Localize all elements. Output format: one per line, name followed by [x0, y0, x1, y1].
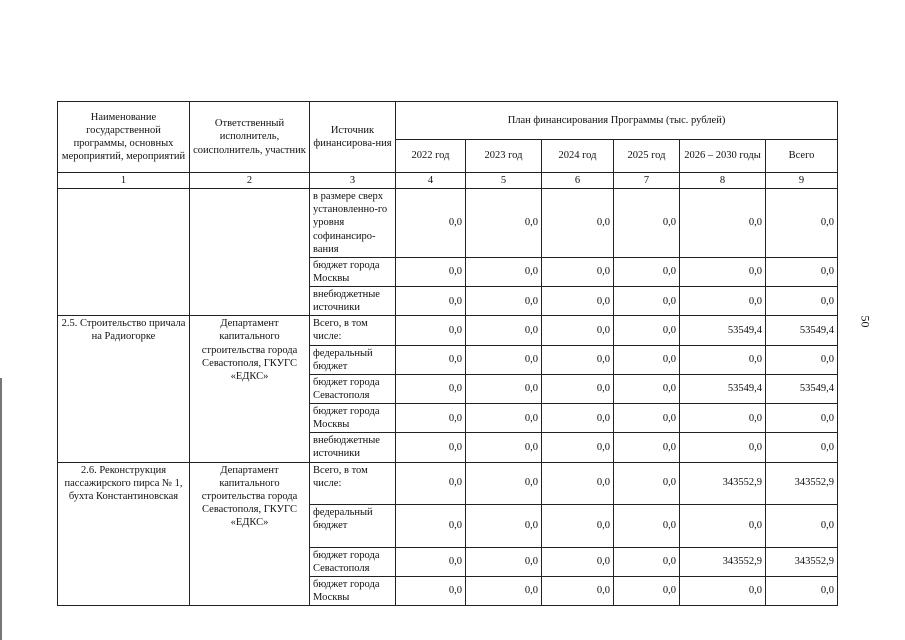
amount-cell: 0,0	[466, 576, 542, 605]
amount-cell: 0,0	[614, 257, 680, 286]
amount-cell: 343552,9	[766, 462, 838, 504]
amount-cell: 0,0	[542, 576, 614, 605]
amount-cell: 0,0	[466, 257, 542, 286]
amount-cell: 0,0	[614, 576, 680, 605]
amount-cell: 0,0	[466, 316, 542, 345]
funding-source: внебюджетные источники	[310, 287, 396, 316]
amount-cell: 0,0	[542, 189, 614, 258]
header-year-2026-2030: 2026 – 2030 годы	[680, 140, 766, 173]
amount-cell: 0,0	[680, 189, 766, 258]
activity-name: 2.5. Строительство причала на Радиогорке	[58, 316, 190, 462]
amount-cell: 0,0	[614, 287, 680, 316]
amount-cell: 0,0	[680, 257, 766, 286]
activity-name	[58, 189, 190, 316]
amount-cell: 0,0	[396, 316, 466, 345]
amount-cell: 0,0	[542, 404, 614, 433]
amount-cell: 0,0	[396, 189, 466, 258]
funding-source: бюджет города Москвы	[310, 576, 396, 605]
amount-cell: 0,0	[396, 287, 466, 316]
amount-cell: 0,0	[680, 433, 766, 462]
amount-cell: 0,0	[614, 433, 680, 462]
amount-cell: 0,0	[466, 433, 542, 462]
amount-cell: 0,0	[614, 462, 680, 504]
header-plan: План финансирования Программы (тыс. рублей)	[396, 102, 838, 140]
header-year-2025: 2025 год	[614, 140, 680, 173]
amount-cell: 0,0	[542, 504, 614, 547]
amount-cell: 0,0	[680, 576, 766, 605]
table-row	[58, 316, 838, 345]
amount-cell: 0,0	[542, 462, 614, 504]
header-source: Источник финансирова-ния	[310, 102, 396, 173]
funding-source: в размере сверх установленно-го уровня софинансиро-вания	[310, 189, 396, 258]
amount-cell: 0,0	[542, 257, 614, 286]
amount-cell: 0,0	[396, 374, 466, 403]
amount-cell: 0,0	[542, 374, 614, 403]
funding-source: федеральный бюджет	[310, 345, 396, 374]
amount-cell: 53549,4	[680, 316, 766, 345]
funding-source: внебюджетные источники	[310, 433, 396, 462]
amount-cell: 0,0	[766, 433, 838, 462]
funding-source: Всего, в том числе:	[310, 316, 396, 345]
funding-source: федеральный бюджет	[310, 504, 396, 547]
amount-cell: 0,0	[680, 345, 766, 374]
column-index: 3	[310, 173, 396, 189]
amount-cell: 0,0	[396, 504, 466, 547]
column-index: 5	[466, 173, 542, 189]
amount-cell: 0,0	[466, 189, 542, 258]
header-year-2024: 2024 год	[542, 140, 614, 173]
amount-cell: 0,0	[396, 576, 466, 605]
amount-cell: 0,0	[396, 404, 466, 433]
funding-source: бюджет города Севастополя	[310, 547, 396, 576]
amount-cell: 343552,9	[766, 547, 838, 576]
amount-cell: 0,0	[542, 433, 614, 462]
funding-source: Всего, в том числе:	[310, 462, 396, 504]
amount-cell: 0,0	[614, 374, 680, 403]
amount-cell: 0,0	[396, 547, 466, 576]
amount-cell: 0,0	[542, 547, 614, 576]
amount-cell: 0,0	[466, 345, 542, 374]
scan-edge-mark	[0, 378, 2, 640]
amount-cell: 0,0	[614, 547, 680, 576]
amount-cell: 0,0	[396, 433, 466, 462]
amount-cell: 0,0	[614, 345, 680, 374]
amount-cell: 0,0	[766, 189, 838, 258]
amount-cell: 0,0	[466, 404, 542, 433]
amount-cell: 0,0	[466, 462, 542, 504]
funding-source: бюджет города Москвы	[310, 257, 396, 286]
table-row	[58, 189, 838, 258]
funding-source: бюджет города Севастополя	[310, 374, 396, 403]
funding-source: бюджет города Москвы	[310, 404, 396, 433]
amount-cell: 343552,9	[680, 462, 766, 504]
amount-cell: 0,0	[766, 345, 838, 374]
amount-cell: 0,0	[466, 374, 542, 403]
amount-cell: 0,0	[396, 345, 466, 374]
responsible-executor: Департамент капитального строительства города Севастополя, ГКУГС «ЕДКС»	[190, 462, 310, 606]
header-name: Наименование государственной программы, основных мероприятий, мероприятий	[58, 102, 190, 173]
column-index: 7	[614, 173, 680, 189]
amount-cell: 0,0	[680, 404, 766, 433]
activity-name: 2.6. Реконструкция пассажирского пирса № 1, бухта Константиновская	[58, 462, 190, 606]
amount-cell: 0,0	[466, 504, 542, 547]
header-year-2022: 2022 год	[396, 140, 466, 173]
column-index: 8	[680, 173, 766, 189]
column-index: 2	[190, 173, 310, 189]
amount-cell: 0,0	[614, 316, 680, 345]
page-number: 50	[858, 315, 873, 328]
amount-cell: 0,0	[466, 287, 542, 316]
amount-cell: 53549,4	[766, 316, 838, 345]
amount-cell: 0,0	[542, 287, 614, 316]
amount-cell: 0,0	[766, 287, 838, 316]
amount-cell: 0,0	[766, 404, 838, 433]
column-index: 6	[542, 173, 614, 189]
responsible-executor: Департамент капитального строительства города Севастополя, ГКУГС «ЕДКС»	[190, 316, 310, 462]
table-row	[58, 462, 838, 504]
amount-cell: 53549,4	[766, 374, 838, 403]
amount-cell: 0,0	[766, 576, 838, 605]
column-index-row	[58, 173, 838, 189]
amount-cell: 0,0	[542, 316, 614, 345]
amount-cell: 0,0	[680, 287, 766, 316]
header-year-2023: 2023 год	[466, 140, 542, 173]
amount-cell: 0,0	[614, 404, 680, 433]
financing-plan-table	[57, 101, 838, 606]
column-index: 4	[396, 173, 466, 189]
header-executor: Ответственный исполнитель, соисполнитель, участник	[190, 102, 310, 173]
amount-cell: 0,0	[396, 462, 466, 504]
amount-cell: 0,0	[396, 257, 466, 286]
responsible-executor	[190, 189, 310, 316]
amount-cell: 0,0	[614, 189, 680, 258]
amount-cell: 343552,9	[680, 547, 766, 576]
amount-cell: 0,0	[614, 504, 680, 547]
amount-cell: 0,0	[766, 257, 838, 286]
amount-cell: 0,0	[766, 504, 838, 547]
amount-cell: 0,0	[466, 547, 542, 576]
header-total: Всего	[766, 140, 838, 173]
column-index: 9	[766, 173, 838, 189]
amount-cell: 0,0	[680, 504, 766, 547]
amount-cell: 53549,4	[680, 374, 766, 403]
amount-cell: 0,0	[542, 345, 614, 374]
column-index: 1	[58, 173, 190, 189]
